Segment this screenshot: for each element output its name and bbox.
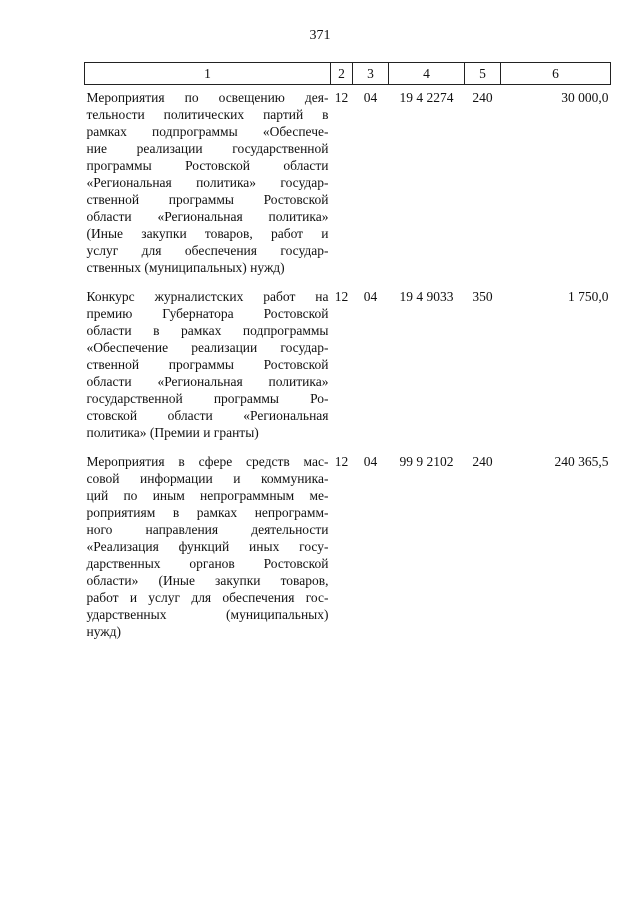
row-vr: 240 [472, 90, 493, 105]
row-pr: 04 [363, 454, 378, 469]
page-number: 371 [309, 28, 331, 43]
description-line: роприятиям в рамках непрограмм- [86, 505, 329, 520]
description-line: тельности политических партий в [86, 107, 329, 122]
row-pr: 04 [363, 90, 378, 105]
row-rz: 12 [334, 90, 349, 105]
description-line: рамках подпрограммы «Обеспече- [86, 124, 329, 139]
column-header-5: 5 [465, 63, 501, 85]
description-line: Конкурс журналистских работ на [86, 289, 329, 304]
column-header-1: 1 [85, 63, 331, 85]
row-pr: 04 [363, 289, 378, 304]
description-line: области» (Иные закупки товаров, [86, 573, 329, 588]
row-csr: 19 4 9033 [399, 289, 454, 304]
description-line: (Иные закупки товаров, работ и [86, 226, 329, 241]
description-line: области «Региональная политика» [86, 374, 329, 389]
description-line: стовской области «Региональная [86, 408, 329, 423]
budget-table [84, 62, 611, 648]
description-line: совой информации и коммуника- [86, 471, 329, 486]
table-row [85, 85, 611, 285]
description-line: «Реализация функций иных госу- [86, 539, 329, 554]
row-csr: 19 4 2274 [399, 90, 454, 105]
description-line: нужд) [86, 624, 121, 639]
description-line: работ и услуг для обеспечения гос- [86, 590, 329, 605]
description-line: ние реализации государственной [86, 141, 329, 156]
description-line: ций по иным непрограммным ме- [86, 488, 329, 503]
row-sum: 1 750,0 [568, 289, 609, 304]
description-line: государственной программы Ро- [86, 391, 329, 406]
description-line: ударственных (муниципальных) [86, 607, 329, 622]
row-sum: 30 000,0 [561, 90, 609, 105]
row-description [85, 85, 331, 285]
table-header-row [85, 63, 611, 85]
description-line: ственной программы Ростовской [86, 357, 329, 372]
row-description [85, 449, 331, 648]
row-csr: 99 9 2102 [399, 454, 454, 469]
table-row [85, 449, 611, 648]
row-description [85, 284, 331, 449]
row-vr: 350 [472, 289, 493, 304]
row-rz: 12 [334, 289, 349, 304]
description-line: Мероприятия по освещению дея- [86, 90, 329, 105]
column-header-2: 2 [331, 63, 353, 85]
description-line: программы Ростовской области [86, 158, 329, 173]
row-vr: 240 [472, 454, 493, 469]
description-line: «Обеспечение реализации государ- [86, 340, 329, 355]
description-line: области «Региональная политика» [86, 209, 329, 224]
description-line: Мероприятия в сфере средств мас- [86, 454, 329, 469]
description-line: ного направления деятельности [86, 522, 329, 537]
table-body [85, 85, 611, 649]
row-sum: 240 365,5 [554, 454, 609, 469]
description-line: ственной программы Ростовской [86, 192, 329, 207]
description-line: услуг для обеспечения государ- [86, 243, 329, 258]
table-row [85, 284, 611, 449]
column-header-4: 4 [389, 63, 465, 85]
description-line: премию Губернатора Ростовской [86, 306, 329, 321]
description-line: «Региональная политика» государ- [86, 175, 329, 190]
description-line: политика» (Премии и гранты) [86, 425, 259, 440]
column-header-6: 6 [501, 63, 611, 85]
description-line: дарственных органов Ростовской [86, 556, 329, 571]
description-line: ственных (муниципальных) нужд) [86, 260, 285, 275]
row-rz: 12 [334, 454, 349, 469]
column-header-3: 3 [353, 63, 389, 85]
description-line: области в рамках подпрограммы [86, 323, 329, 338]
